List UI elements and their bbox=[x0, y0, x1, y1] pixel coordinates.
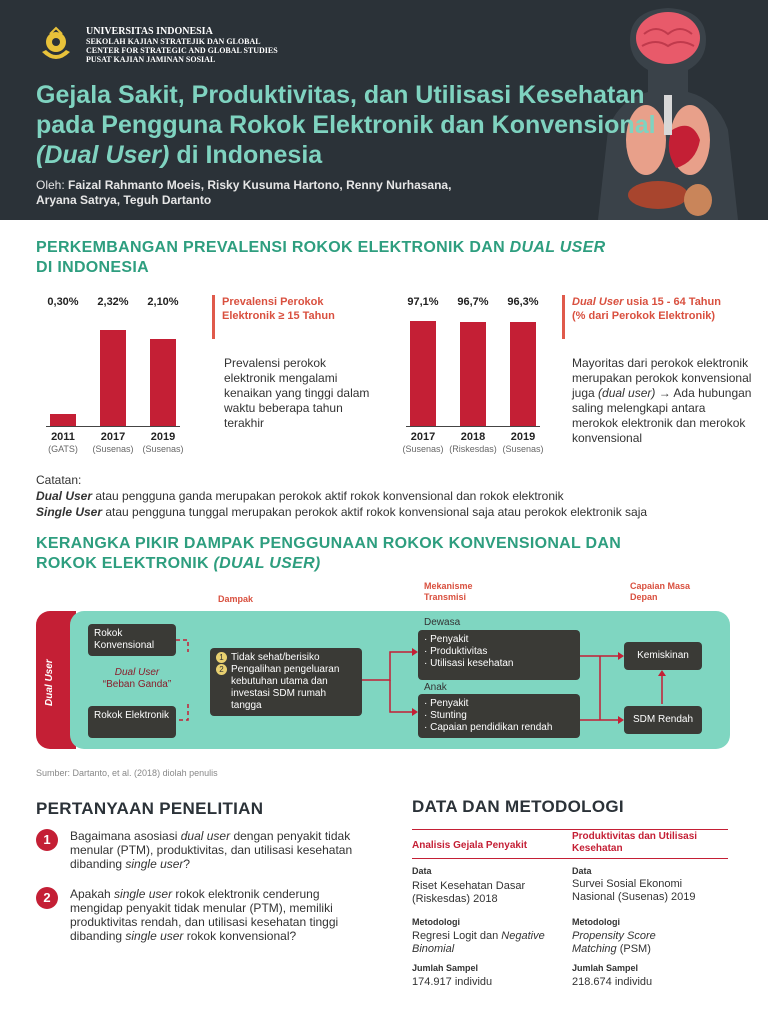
methods-rule bbox=[412, 858, 728, 859]
institution-line-3: CENTER FOR STRATEGIC AND GLOBAL STUDIES bbox=[86, 46, 278, 55]
chart1-value-label: 2,10% bbox=[147, 296, 179, 308]
chart2-value-label: 96,7% bbox=[457, 296, 489, 308]
section-title-framework: KERANGKA PIKIR DAMPAK PENGGUNAAN ROKOK KONVENSIONAL DAN ROKOK ELEKTRONIK (DUAL USER) bbox=[36, 535, 622, 572]
question-2-text: Apakah single user rokok elektronik cenderung mengidap penyakit tidak menular (PTM), memiliki produktivitas rendah, dan utilisasi kesehatan tinggi dibanding single user rokok konvensional? bbox=[70, 887, 339, 943]
chart1-value-label: 0,30% bbox=[47, 296, 79, 308]
framework-anak-label: Anak bbox=[424, 682, 447, 693]
methods-method-label: Metodologi bbox=[412, 917, 460, 927]
question-2-number: 2 bbox=[36, 887, 58, 909]
framework-col-mekanisme: Mekanisme Transmisi bbox=[424, 581, 473, 602]
anak-item: · Capaian pendidikan rendah bbox=[424, 722, 553, 733]
chart1-legend: Prevalensi Perokok Elektronik ≥ 15 Tahun bbox=[212, 295, 372, 339]
framework-dual-user-label: Dual User bbox=[44, 659, 55, 706]
chart1-description: Prevalensi perokok elektronik mengalami kenaikan yang tinggi dalam waktu beberapa tahun terakhir bbox=[224, 356, 370, 430]
framework-rokok-elektronik: Rokok Elektronik bbox=[88, 706, 176, 738]
framework-dewasa-label: Dewasa bbox=[424, 617, 461, 628]
methods-col1-head: Analisis Gejala Penyakit bbox=[412, 840, 528, 851]
chart1-source-label: (Susenas) bbox=[92, 444, 134, 454]
framework-dewasa-box bbox=[418, 630, 580, 680]
chart2-category-label: 2017 bbox=[410, 431, 436, 443]
question-1-number: 1 bbox=[36, 829, 58, 851]
notes-dual-user: Dual User atau pengguna ganda merupakan perokok aktif rokok konvensional dan rokok elektronik bbox=[36, 489, 564, 503]
authors: Oleh: Faizal Rahmanto Moeis, Risky Kusuma Hartono, Renny Nurhasana, Aryana Satrya, Teguh Dartanto bbox=[36, 178, 452, 207]
anak-item: · Stunting bbox=[424, 710, 467, 721]
methods-rule bbox=[412, 829, 728, 830]
chart2-source-label: (Susenas) bbox=[502, 444, 544, 454]
chart2-category-label: 2018 bbox=[460, 431, 486, 443]
chart1-category-label: 2011 bbox=[51, 431, 75, 443]
framework-source: Sumber: Dartanto, et al. (2018) diolah penulis bbox=[36, 768, 218, 778]
methods-data-label: Data bbox=[572, 866, 592, 876]
framework-kemiskinan: Kemiskinan bbox=[624, 642, 702, 670]
methods-data-label: Data bbox=[412, 866, 432, 876]
dewasa-item: · Utilisasi kesehatan bbox=[424, 658, 514, 669]
chart2-source-label: (Riskesdas) bbox=[449, 444, 497, 454]
methods-title: DATA DAN METODOLOGI bbox=[412, 797, 624, 816]
framework-col-capaian: Capaian Masa Depan bbox=[630, 581, 691, 602]
section-title-prevalence: PERKEMBANGAN PREVALENSI ROKOK ELEKTRONIK DAN DUAL USER DI INDONESIA bbox=[36, 239, 606, 276]
questions-title: PERTANYAAN PENELITIAN bbox=[36, 799, 264, 818]
institution-line-2: SEKOLAH KAJIAN STRATEJIK DAN GLOBAL bbox=[86, 37, 261, 46]
chart2-source-label: (Susenas) bbox=[402, 444, 444, 454]
framework-anak-box bbox=[418, 694, 580, 738]
chart1-value-label: 2,32% bbox=[97, 296, 129, 308]
chart2-value-label: 97,1% bbox=[407, 296, 439, 308]
methods-col2-data: Survei Sosial Ekonomi Nasional (Susenas) 2019 bbox=[572, 878, 696, 903]
methods-col1-method: Regresi Logit dan Negative Binomial bbox=[412, 930, 545, 955]
methods-method-label: Metodologi bbox=[572, 917, 620, 927]
framework-col-dampak: Dampak bbox=[218, 594, 254, 604]
chart1-source-label: (Susenas) bbox=[142, 444, 184, 454]
chart1-category-label: 2019 bbox=[150, 431, 176, 443]
framework-rokok-konvensional: Rokok Konvensional bbox=[88, 624, 176, 656]
question-1 bbox=[36, 829, 366, 871]
chart2-legend: Dual User usia 15 - 64 Tahun (% dari Perokok Elektronik) bbox=[562, 295, 732, 339]
question-2 bbox=[36, 887, 366, 943]
framework-impact-box bbox=[210, 648, 362, 716]
chart2-value-label: 96,3% bbox=[507, 296, 539, 308]
methods-sample-label: Jumlah Sampel bbox=[412, 963, 479, 973]
framework-sdm-rendah: SDM Rendah bbox=[624, 706, 702, 734]
methods-col1-data: Riset Kesehatan Dasar (Riskesdas) 2018 bbox=[412, 880, 526, 905]
institution-line-4: PUSAT KAJIAN JAMINAN SOSIAL bbox=[86, 55, 216, 64]
impact-item-1: 1 Tidak sehat/berisiko bbox=[216, 652, 356, 664]
methods-col2-method: Propensity Score Matching (PSM) bbox=[572, 930, 656, 955]
institution-line-1: UNIVERSITAS INDONESIA bbox=[86, 26, 213, 37]
notes-heading: Catatan: bbox=[36, 473, 82, 487]
methods-col2-head: Produktivitas dan Utilisasi Kesehatan bbox=[572, 831, 698, 854]
question-1-text: Bagaimana asosiasi dual user dengan penyakit tidak menular (PTM), produktivitas, dan utilisasi kesehatan dibanding single user? bbox=[70, 829, 353, 871]
methods-sample-label: Jumlah Sampel bbox=[572, 963, 639, 973]
notes-single-user: Single User atau pengguna tunggal merupakan perokok aktif rokok konvensional saja atau perokok elektronik saja bbox=[36, 505, 648, 519]
chart2-description: Mayoritas dari perokok elektronik merupakan perokok konvensional juga (dual user) → Ada hubungan saling melengkapi antara merokok elektronik dan merokok konvensional bbox=[572, 356, 752, 445]
methods-col1-sample: 174.917 individu bbox=[412, 976, 493, 988]
page-title: Gejala Sakit, Produktivitas, dan Utilisasi Kesehatan pada Pengguna Rokok Elektronik dan Konvensional (Dual User) di Indonesia bbox=[36, 81, 656, 169]
framework-beban-ganda: Dual User “Beban Ganda” bbox=[102, 667, 172, 690]
impact-item-2: 2 Pengalihan pengeluaran kebutuhan utama dan investasi SDM rumah tangga bbox=[216, 664, 356, 712]
chart1-category-label: 2017 bbox=[100, 431, 126, 443]
chart1-source-label: (GATS) bbox=[48, 444, 78, 454]
dewasa-item: · Penyakit bbox=[424, 634, 469, 645]
anak-item: · Penyakit bbox=[424, 698, 469, 709]
chart2-category-label: 2019 bbox=[510, 431, 536, 443]
dewasa-item: · Produktivitas bbox=[424, 646, 488, 657]
methods-col2-sample: 218.674 individu bbox=[572, 976, 653, 988]
